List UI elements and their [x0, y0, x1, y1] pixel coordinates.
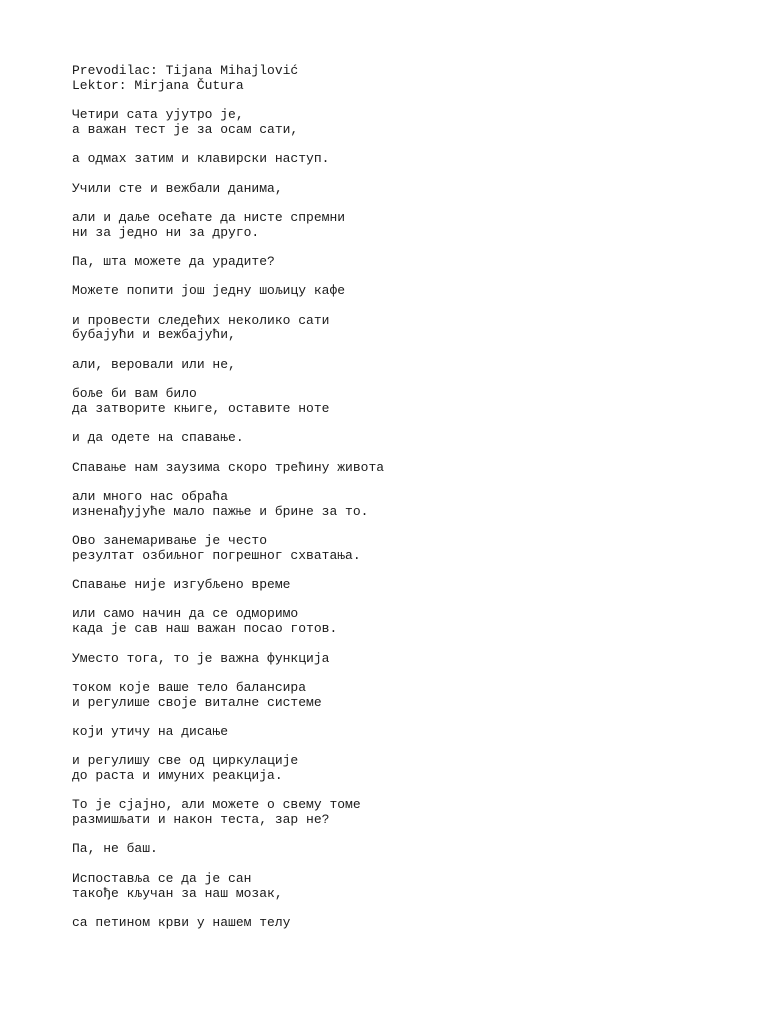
transcript-paragraph: [72, 754, 768, 783]
transcript-paragraph: [72, 211, 768, 240]
transcript-line: Можете попити још једну шољицу кафе: [72, 283, 346, 299]
transcript-line: и регулишу све од циркулације: [72, 753, 299, 769]
transcript-paragraph: [72, 872, 768, 901]
transcript-paragraph: [72, 534, 768, 563]
transcript-line: Спавање нам заузима скоро трећину живота: [72, 459, 385, 475]
transcript-line: ни за једно ни за друго.: [72, 224, 260, 240]
transcript-line: и да одете на спавање.: [72, 430, 244, 446]
transcript-line: са петином крви у нашем телу: [72, 914, 291, 930]
transcript-paragraph: [72, 108, 768, 137]
transcript-line: али и даље осећате да нисте спремни: [72, 209, 346, 225]
transcript-line: Спавање није изгубљено време: [72, 577, 291, 593]
transcript-line: Учили сте и вежбали данима,: [72, 180, 283, 196]
subtitle-transcript: [72, 64, 768, 931]
transcript-line: Уместо тога, то је важна функција: [72, 650, 330, 666]
transcript-paragraph: [72, 284, 768, 299]
transcript-line: Испоставља се да је сан: [72, 870, 252, 886]
transcript-line: Ово занемаривање је често: [72, 533, 268, 548]
transcript-paragraph: [72, 798, 768, 827]
transcript-line: Четири сата ујутро је,: [72, 107, 244, 123]
transcript-line: боље би вам било: [72, 386, 197, 402]
transcript-paragraph: [72, 358, 768, 373]
transcript-paragraph: [72, 314, 768, 343]
transcript-line: такође кључан за наш мозак,: [72, 885, 283, 901]
transcript-line: до раста и имуних реакција.: [72, 768, 283, 783]
transcript-line: а одмах затим и клавирски наступ.: [72, 151, 330, 167]
transcript-paragraph: [72, 578, 768, 593]
transcript-line: изненађујуће мало пажње и брине за то.: [72, 503, 369, 519]
transcript-line: резултат озбиљног погрешног схватања.: [72, 547, 361, 563]
transcript-paragraph: [72, 652, 768, 667]
transcript-paragraph: [72, 607, 768, 636]
transcript-line: када је сав наш важан посао готов.: [72, 621, 338, 637]
transcript-line: или само начин да се одморимо: [72, 606, 299, 622]
transcript-line: бубајући и вежбајући,: [72, 327, 236, 343]
transcript-line: и регулише своје виталне системе: [72, 694, 322, 710]
transcript-line: Prevodilac: Tijana Mihajlović: [72, 63, 299, 78]
transcript-paragraph: [72, 182, 768, 197]
transcript-paragraph: [72, 916, 768, 931]
transcript-line: али, веровали или не,: [72, 356, 236, 372]
transcript-line: Па, не баш.: [72, 841, 158, 857]
transcript-line: али много нас обраћа: [72, 488, 229, 504]
transcript-paragraph: [72, 255, 768, 270]
transcript-paragraph: [72, 681, 768, 710]
transcript-line: размишљати и након теста, зар не?: [72, 812, 330, 828]
transcript-line: Па, шта можете да урадите?: [72, 253, 275, 269]
transcript-line: да затворите књиге, оставите ноте: [72, 400, 330, 416]
transcript-paragraph: [72, 431, 768, 446]
transcript-paragraph: [72, 387, 768, 416]
transcript-line: То је сјајно, али можете о свему томе: [72, 797, 361, 813]
transcript-paragraph: [72, 725, 768, 740]
transcript-line: који утичу на дисање: [72, 723, 229, 739]
transcript-paragraph: [72, 842, 768, 857]
transcript-line: Lektor: Mirjana Čutura: [72, 77, 244, 93]
transcript-line: током које ваше тело балансира: [72, 679, 307, 695]
transcript-paragraph: [72, 461, 768, 476]
transcript-paragraph: [72, 490, 768, 519]
transcript-line: а важан тест је за осам сати,: [72, 121, 299, 137]
transcript-paragraph: [72, 152, 768, 167]
transcript-paragraph: [72, 64, 768, 93]
transcript-line: и провести следећих неколико сати: [72, 312, 330, 328]
